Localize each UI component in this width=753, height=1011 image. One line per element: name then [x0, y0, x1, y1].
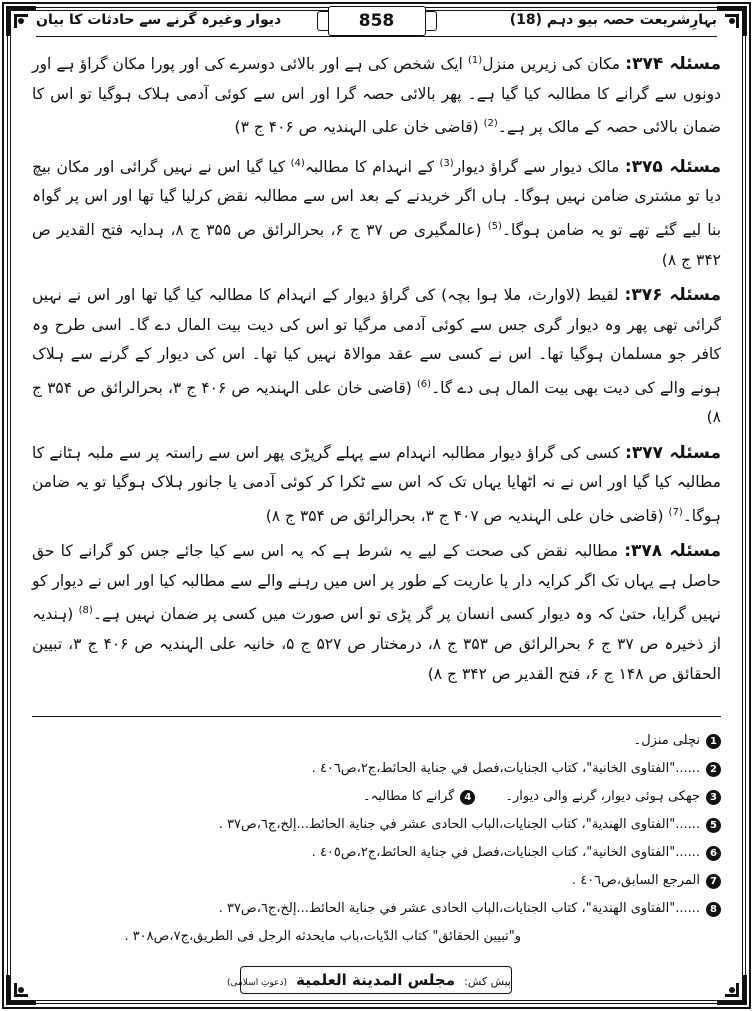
footnote-item: [32, 923, 721, 951]
footnote-item: [32, 755, 721, 783]
footnote-item: [32, 895, 721, 923]
footer-prefix: پیش کش:: [464, 975, 511, 988]
footnote-ref[interactable]: (3): [439, 157, 454, 169]
corner-ornament-icon: [715, 973, 749, 1007]
footnote-text: ......"الفتاوى الخانية"، كتاب الجنايات،فصل في جناية الحائط،ج٢،ص٤٠٥ .: [311, 845, 700, 860]
footnote-text: نچلی منزل۔: [633, 733, 700, 748]
main-text: [32, 46, 721, 695]
citation: (قاضی خان علی الہندیہ ص ۴۰۷ ج ۳، بحرالرائق ص ۳۵۴ ج ۸): [265, 506, 669, 525]
masala-label: مسئلہ ۳۷۴:: [625, 54, 721, 75]
footnote-text: المرجع السابق،ص٤٠٦ .: [571, 873, 700, 888]
paragraph-text: کیا گیا اس نے نہیں گرائی اور مکان بیچ دیا تو مشتری ضامن نہیں ہوگا۔ ہاں اگر خریدنے کے بعد اس سے مطالبہ نقض کرلیا گیا تھا اور اس پر گواہ بنا لیے گئے تھے تو یہ ضامن ہوگا۔: [32, 157, 722, 240]
footnote-ref[interactable]: (4): [290, 157, 305, 169]
masala-paragraph: [32, 281, 721, 433]
paragraph-text: مالک دیوار سے گراؤ دیوار: [453, 157, 620, 176]
footnote-text: و"تبيين الحقائق" كتاب الدّيات،باب مايحدثه الرجل فى الطريق،ج٧،ص٣٠٨ .: [124, 929, 521, 944]
footnote-text: ......"الفتاوى الهندية"، كتاب الجنايات،الباب الحادى عشر في جناية الحائط...إلخ،ج٦،ص٣٧ .: [218, 901, 700, 916]
masala-label: مسئلہ ۳۷۷:: [625, 442, 722, 463]
paragraph-text: ایک شخص کی ہے اور بالائی دوسرے کی اور پورا مکان گراؤ ہے اور دونوں سے گرانے کا مطالبہ کیا گیا ہے۔ پھر بالائی حصہ گرا اور اس سے کوئی آدمی ہلاک ہوگیا تو اس کا ضمان بالائی حصہ کے مالک پر ہے۔: [32, 55, 721, 137]
footnote-number: 7: [706, 874, 721, 889]
masala-paragraph: [32, 439, 721, 532]
masala-label: مسئلہ ۳۷۸:: [624, 541, 721, 562]
citation: (ہندیہ از ذخیرہ ص ۳۷ ج ۶ بحرالرائق ص ۳۵۳ ج ۸، درمختار ص ۵۲۷ ج ۵، خانیہ علی الہندیہ ص ۴۰۶ ج ۳، تبیین الحقائق ص ۱۴۸ ج ۶، فتح القدیر ص ۳۴۲ ج ۸): [32, 605, 721, 683]
footnote-text: جھکی ہوئی دیوار، گرنے والی دیوار۔: [505, 789, 700, 804]
publisher-name: مجلس المدينة العلمية: [296, 971, 456, 989]
footnote-divider: [32, 716, 721, 717]
header-rule: [36, 36, 717, 37]
footnote-item: [32, 811, 721, 839]
paragraph-text: کے انہدام کا مطالبہ: [304, 157, 440, 176]
footnote-item: [32, 727, 721, 755]
masala-label: مسئلہ ۳۷۶:: [624, 285, 721, 306]
publisher-footer: [226, 966, 512, 994]
footnote-text: گرانے کا مطالبہ۔: [363, 789, 455, 804]
footnote-ref[interactable]: (8): [78, 605, 93, 617]
book-title: بہارِشریعت حصہ بیو دہم (18): [509, 12, 717, 28]
footnote-text: ......"الفتاوى الهندية"، كتاب الجنايات،الباب الحادى عشر في جناية الحائط...إلخ،ج٦،ص٣٧ .: [218, 817, 700, 832]
paragraph-text: مطالبہ نقض کی صحت کے لیے یہ شرط ہے کہ یہ اس سے کیا جائے جس کو گرانے کا حق حاصل ہے یہاں تک اگر کرایہ دار یا عاریت کے طور پر اس میں رہنے والے سے مطالبہ کیا اور اس نے دیوار کو نہیں گرایا، حتیٰ کہ وہ دیوار کسی انسان پر گر پڑی تو اس صورت میں کسی پر ضمان نہیں ہے۔: [32, 542, 721, 624]
page-number: 858: [328, 6, 426, 36]
citation: (قاضی خان علی الہندیہ ص ۴۰۶ ج ۳): [234, 118, 484, 137]
publisher-org: (دعوتِ اسلامی): [226, 978, 288, 988]
chapter-title: دیوار وغیرہ گرنے سے حادثات کا بیان: [36, 12, 282, 28]
footnote-ref[interactable]: (2): [483, 118, 498, 130]
masala-label: مسئلہ ۳۷۵:: [624, 156, 721, 177]
page-header: [36, 6, 717, 38]
footnote-number: 2: [706, 762, 721, 777]
footnote-number: 5: [706, 818, 721, 833]
paragraph-text: لقیط (لاوارث، ملا ہوا بچہ) کی گراؤ دیوار کے انہدام کا مطالبہ کیا گیا تھا اور اس نے نہیں گرائی تھی پھر وہ دیوار گری جس سے کوئی آدمی مرگیا تو اس کی دیت بیت المال دے گا۔ اسی طرح وہ کافر جو مسلمان ہوگیا تھا۔ اس نے کسی سے عقد موالاۃ نہیں کیا تھا۔ اس کی دیوار کے گرنے سے ہلاک ہونے والے کی دیت بھی بیت المال ہی دے گا۔: [32, 286, 722, 397]
corner-ornament-icon: [715, 4, 749, 38]
paragraph-text: مکان کی زیریں منزل: [482, 55, 621, 74]
citation: (عالمگیری ص ۳۷ ج ۶، بحرالرائق ص ۳۵۵ ج ۸، ہدایہ فتح القدیر ص ۳۴۲ ج ۸): [32, 221, 721, 269]
corner-ornament-icon: [4, 4, 38, 38]
footnote-number: 8: [706, 902, 721, 917]
masala-paragraph: [32, 149, 721, 275]
footnote-number: 6: [706, 846, 721, 861]
footnote-item: [32, 867, 721, 895]
footnote-number: 4: [460, 790, 475, 805]
footnote-ref[interactable]: (6): [416, 378, 432, 390]
footnote-item: [32, 783, 721, 811]
masala-paragraph: [32, 537, 721, 689]
footnote-ref[interactable]: (5): [487, 220, 502, 232]
footnote-ref[interactable]: (1): [468, 55, 483, 66]
citation: (قاضی خان علی الہندیہ ص ۴۰۶ ج ۳، بحرالرائق ص ۳۵۴ ج ۸): [32, 378, 721, 427]
footnotes: [32, 710, 721, 951]
footnote-number: 3: [706, 790, 721, 805]
footnote-ref[interactable]: (7): [668, 506, 683, 518]
footnote-item: [32, 839, 721, 867]
masala-paragraph: [32, 46, 721, 143]
corner-ornament-icon: [4, 973, 38, 1007]
footnote-text: ......"الفتاوى الخانية"، كتاب الجنايات،فصل في جناية الحائط،ج٢،ص٤٠٦ .: [311, 761, 700, 776]
paragraph-text: کسی کی گراؤ دیوار مطالبہ انہدام سے پہلے گرپڑی پھر اس سے راستہ پر سے ملبہ ہٹانے کا مطالبہ کیا گیا اور اس نے نہ اٹھایا یہاں تک کہ اس سے ٹکرا کر کوئی آدمی یا جانور ہلاک ہوگیا تو یہ ضامن ہوگا۔: [32, 443, 721, 525]
footnote-number: 1: [706, 734, 721, 749]
